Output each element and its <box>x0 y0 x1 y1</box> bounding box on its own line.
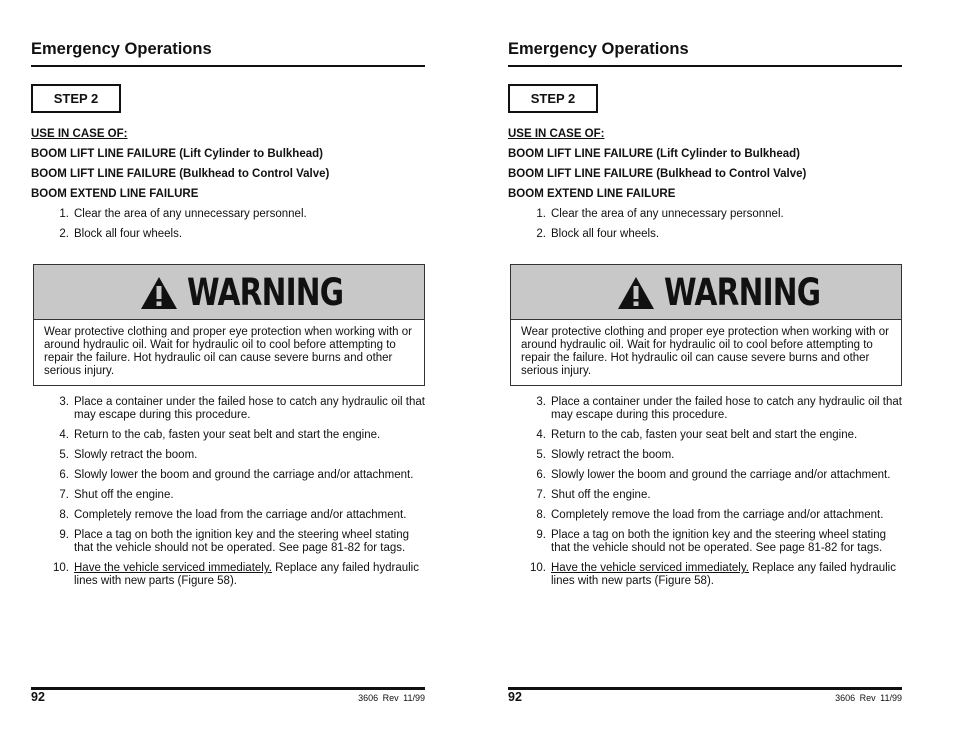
step-text: Slowly lower the boom and ground the carriage and/or attachment. <box>551 469 891 481</box>
section-title: Emergency Operations <box>31 40 212 58</box>
case-item: BOOM EXTEND LINE FAILURE <box>508 188 676 200</box>
step-text: Slowly retract the boom. <box>551 449 675 461</box>
step-number: 4. <box>536 429 546 441</box>
step-text: Clear the area of any unnecessary personnel. <box>551 208 784 220</box>
header-rule <box>31 65 425 67</box>
step-number: 1. <box>59 208 69 220</box>
revision-label: 3606 Rev 11/99 <box>835 693 902 703</box>
step-number: 2. <box>536 228 546 240</box>
step-number: 3. <box>59 396 69 408</box>
step-number: 4. <box>59 429 69 441</box>
step-text: Place a tag on both the ignition key and the steering wheel stating that the vehicle should not be operated. See page 81-82 for tags. <box>551 529 887 554</box>
step-text: Shut off the engine. <box>551 489 651 501</box>
case-item: BOOM LIFT LINE FAILURE (Lift Cylinder to Bulkhead) <box>31 148 323 160</box>
step-text: Slowly retract the boom. <box>74 449 198 461</box>
step-number: 9. <box>536 529 546 541</box>
step-text: Slowly lower the boom and ground the carriage and/or attachment. <box>74 469 414 481</box>
step-number: 7. <box>536 489 546 501</box>
step-text: Block all four wheels. <box>551 228 660 240</box>
warning-title: WARNING <box>187 271 344 314</box>
case-item: BOOM LIFT LINE FAILURE (Lift Cylinder to Bulkhead) <box>508 148 800 160</box>
case-item: BOOM LIFT LINE FAILURE (Bulkhead to Control Valve) <box>508 168 807 180</box>
step-text-rest: Replace any failed hydraulic lines with new parts (Figure 58). <box>74 562 419 587</box>
step-number: 10. <box>53 562 69 574</box>
page-number: 92 <box>508 690 522 704</box>
step-text: Clear the area of any unnecessary personnel. <box>74 208 307 220</box>
warning-box <box>33 264 425 386</box>
step-text-rest: Replace any failed hydraulic lines with new parts (Figure 58). <box>551 562 896 587</box>
step-text: Shut off the engine. <box>74 489 174 501</box>
step-number: 2. <box>59 228 69 240</box>
warning-title: WARNING <box>664 271 821 314</box>
step-number: 7. <box>59 489 69 501</box>
warning-triangle-icon <box>617 276 655 310</box>
step-number: 6. <box>59 469 69 481</box>
step-number: 9. <box>59 529 69 541</box>
step-number: 6. <box>536 469 546 481</box>
step-number: 1. <box>536 208 546 220</box>
step-text: Completely remove the load from the carriage and/or attachment. <box>74 509 407 521</box>
revision-label: 3606 Rev 11/99 <box>358 693 425 703</box>
step-text-underlined: Have the vehicle serviced immediately. <box>74 562 272 574</box>
step-number: 5. <box>536 449 546 461</box>
step-text <box>74 562 426 588</box>
step-text: Place a tag on both the ignition key and the steering wheel stating that the vehicle should not be operated. See page 81-82 for tags. <box>74 529 410 554</box>
step-number: 8. <box>59 509 69 521</box>
warning-triangle-icon <box>140 276 178 310</box>
step-label: STEP 2 <box>31 84 121 113</box>
use-in-case-of-label: USE IN CASE OF: <box>31 128 128 140</box>
step-number: 3. <box>536 396 546 408</box>
page-number: 92 <box>31 690 45 704</box>
step-text: Place a container under the failed hose to catch any hydraulic oil that may escape during this procedure. <box>551 396 902 421</box>
warning-header <box>34 265 424 320</box>
step-text <box>551 562 903 588</box>
warning-header <box>511 265 901 320</box>
warning-text: Wear protective clothing and proper eye protection when working with or around hydraulic oil. Wait for hydraulic oil to cool before attempting to repair the failure. Hot hydraulic oil can cause severe burns and other serious injury. <box>521 326 889 377</box>
step-text: Block all four wheels. <box>74 228 183 240</box>
footer-rule <box>31 687 425 690</box>
warning-text: Wear protective clothing and proper eye protection when working with or around hydraulic oil. Wait for hydraulic oil to cool before attempting to repair the failure. Hot hydraulic oil can cause severe burns and other serious injury. <box>44 326 412 377</box>
step-text-underlined: Have the vehicle serviced immediately. <box>551 562 749 574</box>
use-in-case-of-label: USE IN CASE OF: <box>508 128 605 140</box>
warning-box <box>510 264 902 386</box>
step-number: 10. <box>530 562 546 574</box>
section-title: Emergency Operations <box>508 40 689 58</box>
step-label: STEP 2 <box>508 84 598 113</box>
step-text: Place a container under the failed hose to catch any hydraulic oil that may escape during this procedure. <box>74 396 425 421</box>
step-text: Return to the cab, fasten your seat belt and start the engine. <box>551 429 858 441</box>
case-item: BOOM LIFT LINE FAILURE (Bulkhead to Control Valve) <box>31 168 330 180</box>
case-item: BOOM EXTEND LINE FAILURE <box>31 188 199 200</box>
page-right <box>508 0 902 738</box>
page-left <box>31 0 425 738</box>
step-number: 8. <box>536 509 546 521</box>
header-rule <box>508 65 902 67</box>
step-number: 5. <box>59 449 69 461</box>
step-text: Return to the cab, fasten your seat belt and start the engine. <box>74 429 381 441</box>
step-text: Completely remove the load from the carriage and/or attachment. <box>551 509 884 521</box>
footer-rule <box>508 687 902 690</box>
